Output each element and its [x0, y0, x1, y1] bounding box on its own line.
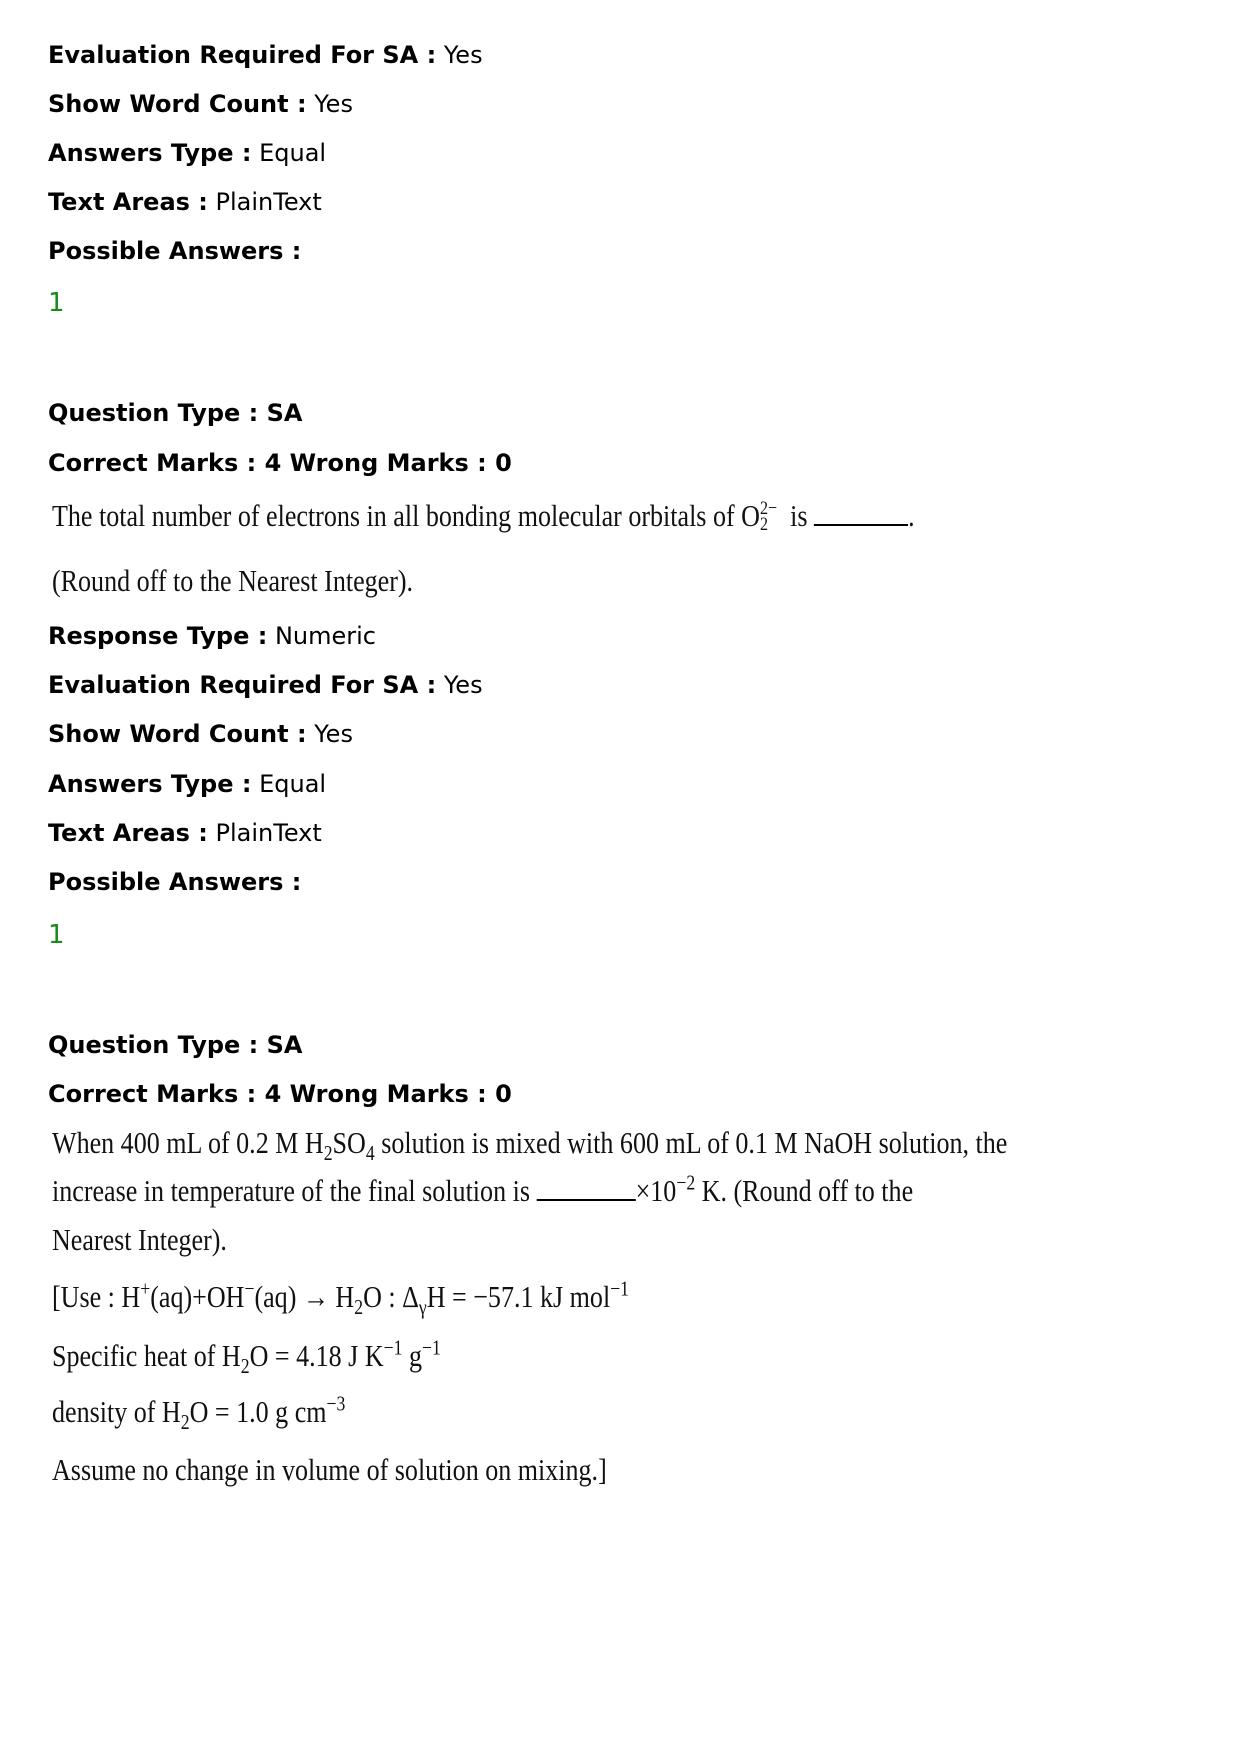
superscript: + — [140, 1276, 151, 1301]
text-run: increase in temperature of the final solution is — [52, 1173, 537, 1208]
evaluation-required-row — [48, 670, 483, 700]
text-run: K. (Round off to the — [695, 1173, 914, 1208]
text-run: When 400 mL of 0.2 M H — [52, 1125, 324, 1160]
marks-row — [48, 448, 512, 478]
answer-blank — [536, 1199, 635, 1201]
question-text-line — [52, 1276, 630, 1320]
field-value: Equal — [259, 770, 327, 798]
formula-base: O — [741, 498, 760, 533]
text-run: O = 4.18 J K — [249, 1338, 384, 1373]
superscript: − — [244, 1276, 255, 1301]
superscript: −1 — [422, 1335, 441, 1360]
field-value: Numeric — [274, 622, 376, 650]
show-word-count-row — [48, 89, 353, 119]
question-text-line — [52, 1221, 227, 1259]
question-text-line — [52, 562, 413, 600]
text-run: Assume no change in volume of solution on mixing.] — [52, 1452, 607, 1487]
text-run: density of H — [52, 1394, 181, 1429]
text-areas-row — [48, 818, 322, 848]
question-text-line — [52, 1391, 346, 1435]
question-text: is — [790, 498, 808, 533]
field-label: Evaluation Required For SA : — [48, 41, 437, 69]
field-label: Text Areas : — [48, 188, 208, 216]
show-word-count-row — [48, 719, 353, 749]
text-run: Specific heat of H — [52, 1338, 241, 1373]
possible-answers-row — [48, 867, 301, 897]
answer-blank — [814, 524, 908, 526]
question-type: Question Type : SA — [48, 1031, 303, 1059]
response-type-row — [48, 621, 376, 651]
text-run: O = 1.0 g cm — [189, 1394, 327, 1429]
superscript: −3 — [326, 1391, 346, 1416]
field-label: Evaluation Required For SA : — [48, 671, 437, 699]
superscript: −2 — [676, 1170, 696, 1195]
possible-answer-value: 1 — [48, 920, 65, 950]
question-text-line — [52, 1172, 913, 1210]
field-label: Possible Answers : — [48, 868, 302, 896]
possible-answer-value: 1 — [48, 288, 65, 318]
field-label: Text Areas : — [48, 819, 208, 847]
subscript: 2 — [354, 1295, 364, 1320]
formula-subscript: 2 — [759, 513, 769, 535]
subscript: γ — [418, 1295, 427, 1320]
field-value: Yes — [314, 90, 353, 118]
text-run: O : Δ — [363, 1279, 419, 1314]
marks-row — [48, 1079, 512, 1109]
subscript: 4 — [365, 1141, 375, 1166]
text-run: H = −57.1 kJ mol — [426, 1279, 611, 1314]
text-run: ×10 — [635, 1173, 677, 1208]
text-run: (aq) → H — [254, 1279, 355, 1314]
text-run: Nearest Integer). — [52, 1222, 227, 1257]
question-text-line: The total number of electrons in all bonding molecular orbitals of O 2− 2 is . — [52, 497, 915, 535]
question-text: (Round off to the Nearest Integer). — [52, 563, 414, 598]
evaluation-required-row — [48, 40, 483, 70]
subscript: 2 — [323, 1141, 333, 1166]
field-value: Yes — [443, 41, 483, 69]
superscript: −1 — [383, 1335, 403, 1360]
answers-type-row — [48, 138, 326, 168]
subscript: 2 — [240, 1354, 250, 1379]
field-value: Yes — [314, 720, 353, 748]
field-label: Response Type : — [48, 622, 268, 650]
field-label: Show Word Count : — [48, 90, 307, 118]
superscript: −1 — [610, 1276, 630, 1301]
question-type-row — [48, 1030, 302, 1060]
text-run: [Use : H — [52, 1279, 141, 1314]
field-value: Yes — [443, 671, 483, 699]
question-type-row — [48, 398, 302, 428]
question-text: The total number of electrons in all bonding molecular orbitals of — [52, 498, 735, 533]
chem-formula — [741, 497, 777, 535]
text-areas-row — [48, 187, 322, 217]
possible-answers-row — [48, 236, 301, 266]
question-text-line — [52, 1451, 607, 1489]
text-run: (aq)+OH — [150, 1279, 245, 1314]
field-label: Answers Type : — [48, 770, 252, 798]
text-run: SO — [332, 1125, 366, 1160]
field-value: Equal — [259, 139, 327, 167]
field-label: Answers Type : — [48, 139, 252, 167]
subscript: 2 — [180, 1410, 190, 1435]
marks: Correct Marks : 4 Wrong Marks : 0 — [48, 1080, 512, 1108]
formula-superscript: 2− — [759, 497, 778, 519]
marks: Correct Marks : 4 Wrong Marks : 0 — [48, 449, 512, 477]
field-label: Show Word Count : — [48, 720, 307, 748]
field-value: PlainText — [215, 188, 322, 216]
field-label: Possible Answers : — [48, 237, 302, 265]
question-type: Question Type : SA — [48, 399, 303, 427]
text-run: g — [402, 1338, 423, 1373]
question-text-line — [52, 1124, 1008, 1166]
text-run: solution is mixed with 600 mL of 0.1 M NaOH solution, the — [374, 1125, 1008, 1160]
field-value: PlainText — [215, 819, 322, 847]
answers-type-row — [48, 769, 326, 799]
question-text-line — [52, 1335, 441, 1379]
